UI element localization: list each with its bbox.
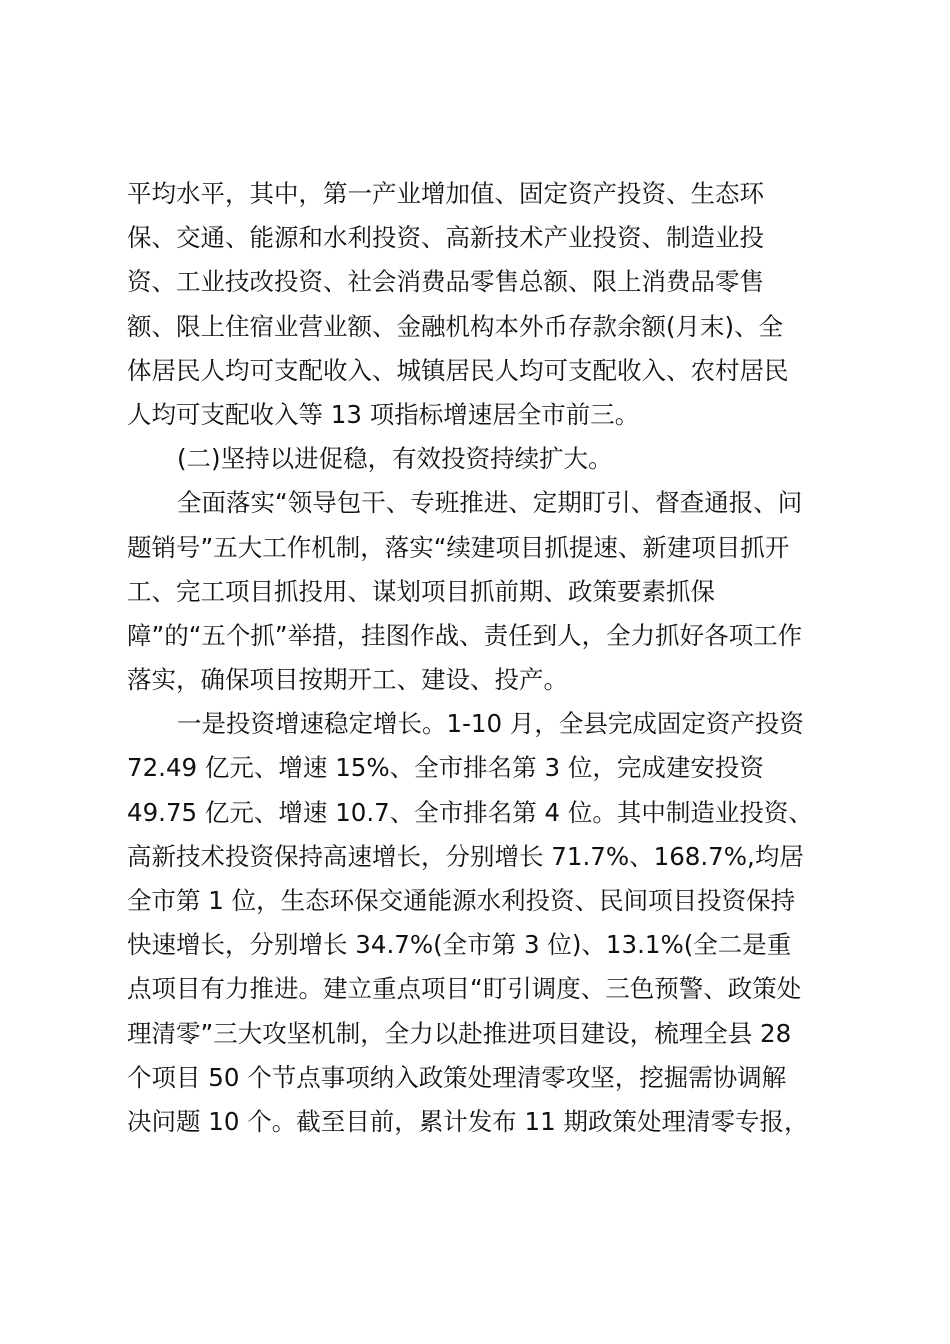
text-line: 落实，确保项目按期开工、建设、投产。 <box>127 665 568 695</box>
text-line: 理清零”三大攻坚机制，全力以赴推进项目建设，梳理全县 28 <box>127 1018 792 1048</box>
text-line: 障”的“五个抓”举措，挂图作战、责任到人，全力抓好各项工作 <box>127 620 803 650</box>
body-text <box>127 172 839 1144</box>
text-line: 点项目有力推进。建立重点项目“盯引调度、三色预警、政策处 <box>127 974 802 1004</box>
text-line: 人均可支配收入等 13 项指标增速居全市前三。 <box>127 399 640 429</box>
text-line: 体居民人均可支配收入、城镇居民人均可支配收入、农村居民 <box>127 355 789 385</box>
text-line: 平均水平，其中，第一产业增加值、固定资产投资、生态环 <box>127 179 764 208</box>
text-line: 保、交通、能源和水利投资、高新技术产业投资、制造业投 <box>127 223 764 253</box>
text-line: 个项目 50 个节点事项纳入政策处理清零攻坚，挖掘需协调解 <box>127 1062 787 1092</box>
section-heading: (二)坚持以进促稳，有效投资持续扩大。 <box>177 444 613 474</box>
text-line: 工、完工项目抓投用、谋划项目抓前期、政策要素抓保 <box>127 576 715 606</box>
text-line: 资、工业技改投资、社会消费品零售总额、限上消费品零售 <box>127 267 764 297</box>
text-line: 决问题 10 个。截至目前，累计发布 11 期政策处理清零专报， <box>127 1106 809 1136</box>
text-line: 高新技术投资保持高速增长，分别增长 71.7%、168.7%,均居 <box>127 841 804 871</box>
text-line: 全市第 1 位，生态环保交通能源水利投资、民间项目投资保持 <box>127 886 796 915</box>
text-line: 快速增长，分别增长 34.7%(全市第 3 位)、13.1%(全二是重 <box>127 930 792 960</box>
text-line: 题销号”五大工作机制，落实“续建项目抓提速、新建项目抓开 <box>127 532 790 562</box>
text-line: 一是投资增速稳定增长。1-10 月，全县完成固定资产投资 <box>177 709 804 739</box>
text-line: 额、限上住宿业营业额、金融机构本外币存款余额(月末)、全 <box>127 311 784 341</box>
text-line: 72.49 亿元、增速 15%、全市排名第 3 位，完成建安投资 <box>127 753 764 783</box>
text-line: 全面落实“领导包干、专班推进、定期盯引、督查通报、问 <box>177 488 803 518</box>
text-line: 49.75 亿元、增速 10.7、全市排名第 4 位。其中制造业投资、 <box>127 797 813 827</box>
